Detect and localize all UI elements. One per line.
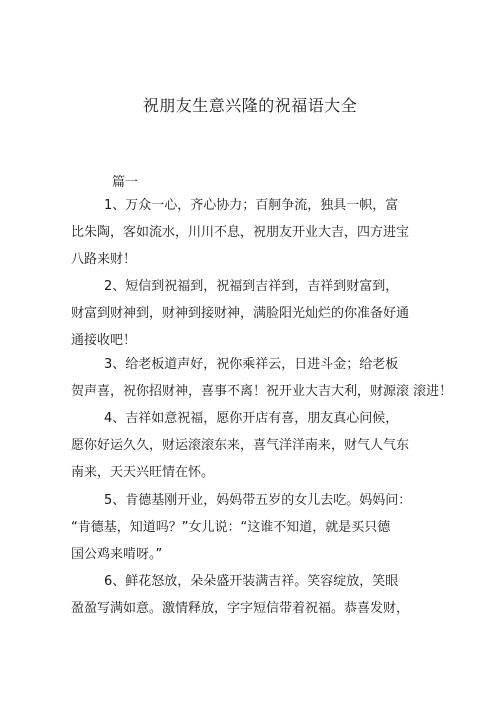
text-line: 1、万众一心，齐心协力；百舸争流，独具一帜，富: [104, 198, 399, 213]
text-line: 愿你好运久久，财运滚滚东来，喜气洋洋南来，财气人气东: [71, 438, 410, 453]
text-line: 八路来财！: [71, 252, 137, 267]
text-line: 南来，天天兴旺情在怀。: [71, 465, 215, 480]
text-line: 国公鸡来啃呀。”: [71, 547, 163, 562]
text-line: 贺声喜，祝你招财神，喜事不离！祝开业大吉大利，财源滚 滚进！: [71, 384, 453, 399]
text-line: 3、给老板道声好，祝你乘祥云，日进斗金；给老板: [104, 357, 399, 372]
text-line: 通接收吧！: [71, 333, 137, 348]
text-line: 5、肯德基刚开业，妈妈带五岁的女儿去吃。妈妈问：: [104, 493, 412, 508]
text-line: 6、鲜花怒放，朵朵盛开装满吉祥。笑容绽放，笑眼: [104, 574, 399, 589]
text-line: 2、短信到祝福到，祝福到吉祥到，吉祥到财富到，: [104, 279, 399, 294]
document-title: 祝朋友生意兴隆的祝福语大全: [142, 96, 358, 115]
text-line: “肯德基，知道吗？”女儿说：“这谁不知道，就是买只德: [71, 520, 391, 535]
text-line: 4、吉祥如意祝福，愿你开店有喜，朋友真心问候，: [104, 411, 399, 426]
section-heading: 篇一: [112, 175, 139, 190]
text-line: 财富到财神到，财神到接财神，满脸阳光灿烂的你准备好通: [71, 306, 410, 321]
text-line: 比朱陶，客如流水，川川不息，祝朋友开业大吉，四方进宝: [71, 225, 410, 240]
text-line: 盈盈写满如意。激情释放，字字短信带着祝福。恭喜发财，: [71, 601, 410, 616]
